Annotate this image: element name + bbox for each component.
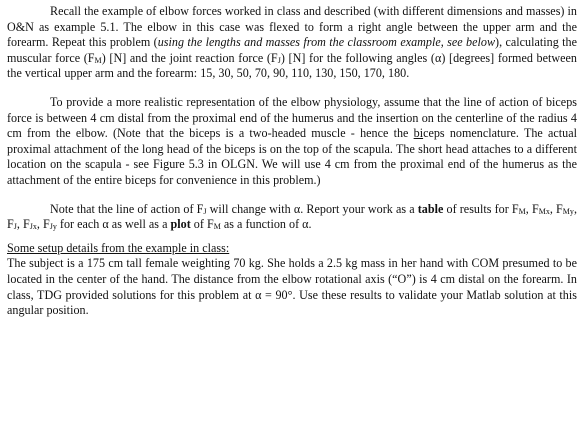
paragraph-elbow-problem bbox=[7, 4, 577, 82]
bold-table: table bbox=[417, 201, 444, 216]
subscript: Jy bbox=[49, 222, 57, 232]
text: , F bbox=[7, 201, 577, 232]
subscript: My bbox=[562, 206, 574, 216]
text: of results for F bbox=[443, 201, 519, 216]
subscript: M bbox=[213, 222, 221, 232]
text: Recall the example of elbow forces worked in class and described (with different dimensions and masses) in O&N as example 5.1. The elbow in this case was flexed to form a right angle between the upper arm and the forearm. Repeat this problem ( bbox=[7, 4, 577, 50]
subscript: Jx bbox=[29, 222, 37, 232]
subscript: J bbox=[13, 222, 17, 232]
subscript: M bbox=[94, 55, 102, 65]
subscript: J bbox=[203, 206, 207, 216]
text: Note that the line of action of F bbox=[50, 201, 204, 216]
subscript: Mx bbox=[538, 206, 550, 216]
text: , F bbox=[36, 217, 50, 232]
text: ) [N] for the following angles (α) [degrees] formed between the vertical upper arm and the forearm: 15, 30, 50, 70, 90, 110, 130, 150, 170, 180. bbox=[7, 50, 577, 81]
text: To provide a more realistic representation of the elbow physiology, assume that the line of action of biceps force is between 4 cm distal from the proximal end of the humerus and the insertion on the centerline of the radius 4 cm from the elbow. (Note that the biceps is a two-headed muscle - hence the bbox=[7, 94, 577, 141]
bold-plot: plot bbox=[170, 217, 191, 232]
paragraph-report-instructions bbox=[7, 202, 577, 233]
subscript: M bbox=[518, 206, 526, 216]
text: as a function of α. bbox=[220, 217, 312, 232]
subscript: J bbox=[277, 55, 281, 65]
text: , F bbox=[16, 217, 30, 232]
italic-note: using the lengths and masses from the classroom example, see below bbox=[157, 35, 496, 50]
text: for each α as well as a bbox=[56, 217, 171, 232]
text: of F bbox=[190, 217, 214, 232]
underlined-bi: bi bbox=[413, 126, 424, 141]
paragraph-setup-details: The subject is a 175 cm tall female weighting 70 kg. She holds a 2.5 kg mass in her hand with COM presumed to be located in the center of the hand. The distance from the elbow rotational axis (“O”) is 4 cm distal on the forearm. In class, TDG provided solutions for this problem at α = 90°. Use these results to validate your Matlab solution at this angular position. bbox=[7, 256, 577, 318]
text: , F bbox=[549, 201, 563, 216]
text: ), calculating the muscular force (F bbox=[7, 35, 578, 65]
text: , F bbox=[525, 201, 539, 216]
text: ) [N] and the joint reaction force (F bbox=[101, 50, 278, 65]
paragraph-biceps-line-of-action bbox=[7, 95, 577, 189]
text: will change with α. Report your work as a bbox=[206, 201, 418, 216]
text: ceps nomenclature. The actual proximal attachment of the long head of the biceps is on the top of the scapula. The short head attaches to a different location on the scapula - see Figure 5.3 in OLGN. We will use 4 cm from the proximal end of the humerus as the attachment of the entire biceps for convenience in this problem.) bbox=[7, 126, 577, 187]
underlined-heading: Some setup details from the example in class: bbox=[7, 240, 230, 255]
setup-heading bbox=[7, 241, 577, 257]
